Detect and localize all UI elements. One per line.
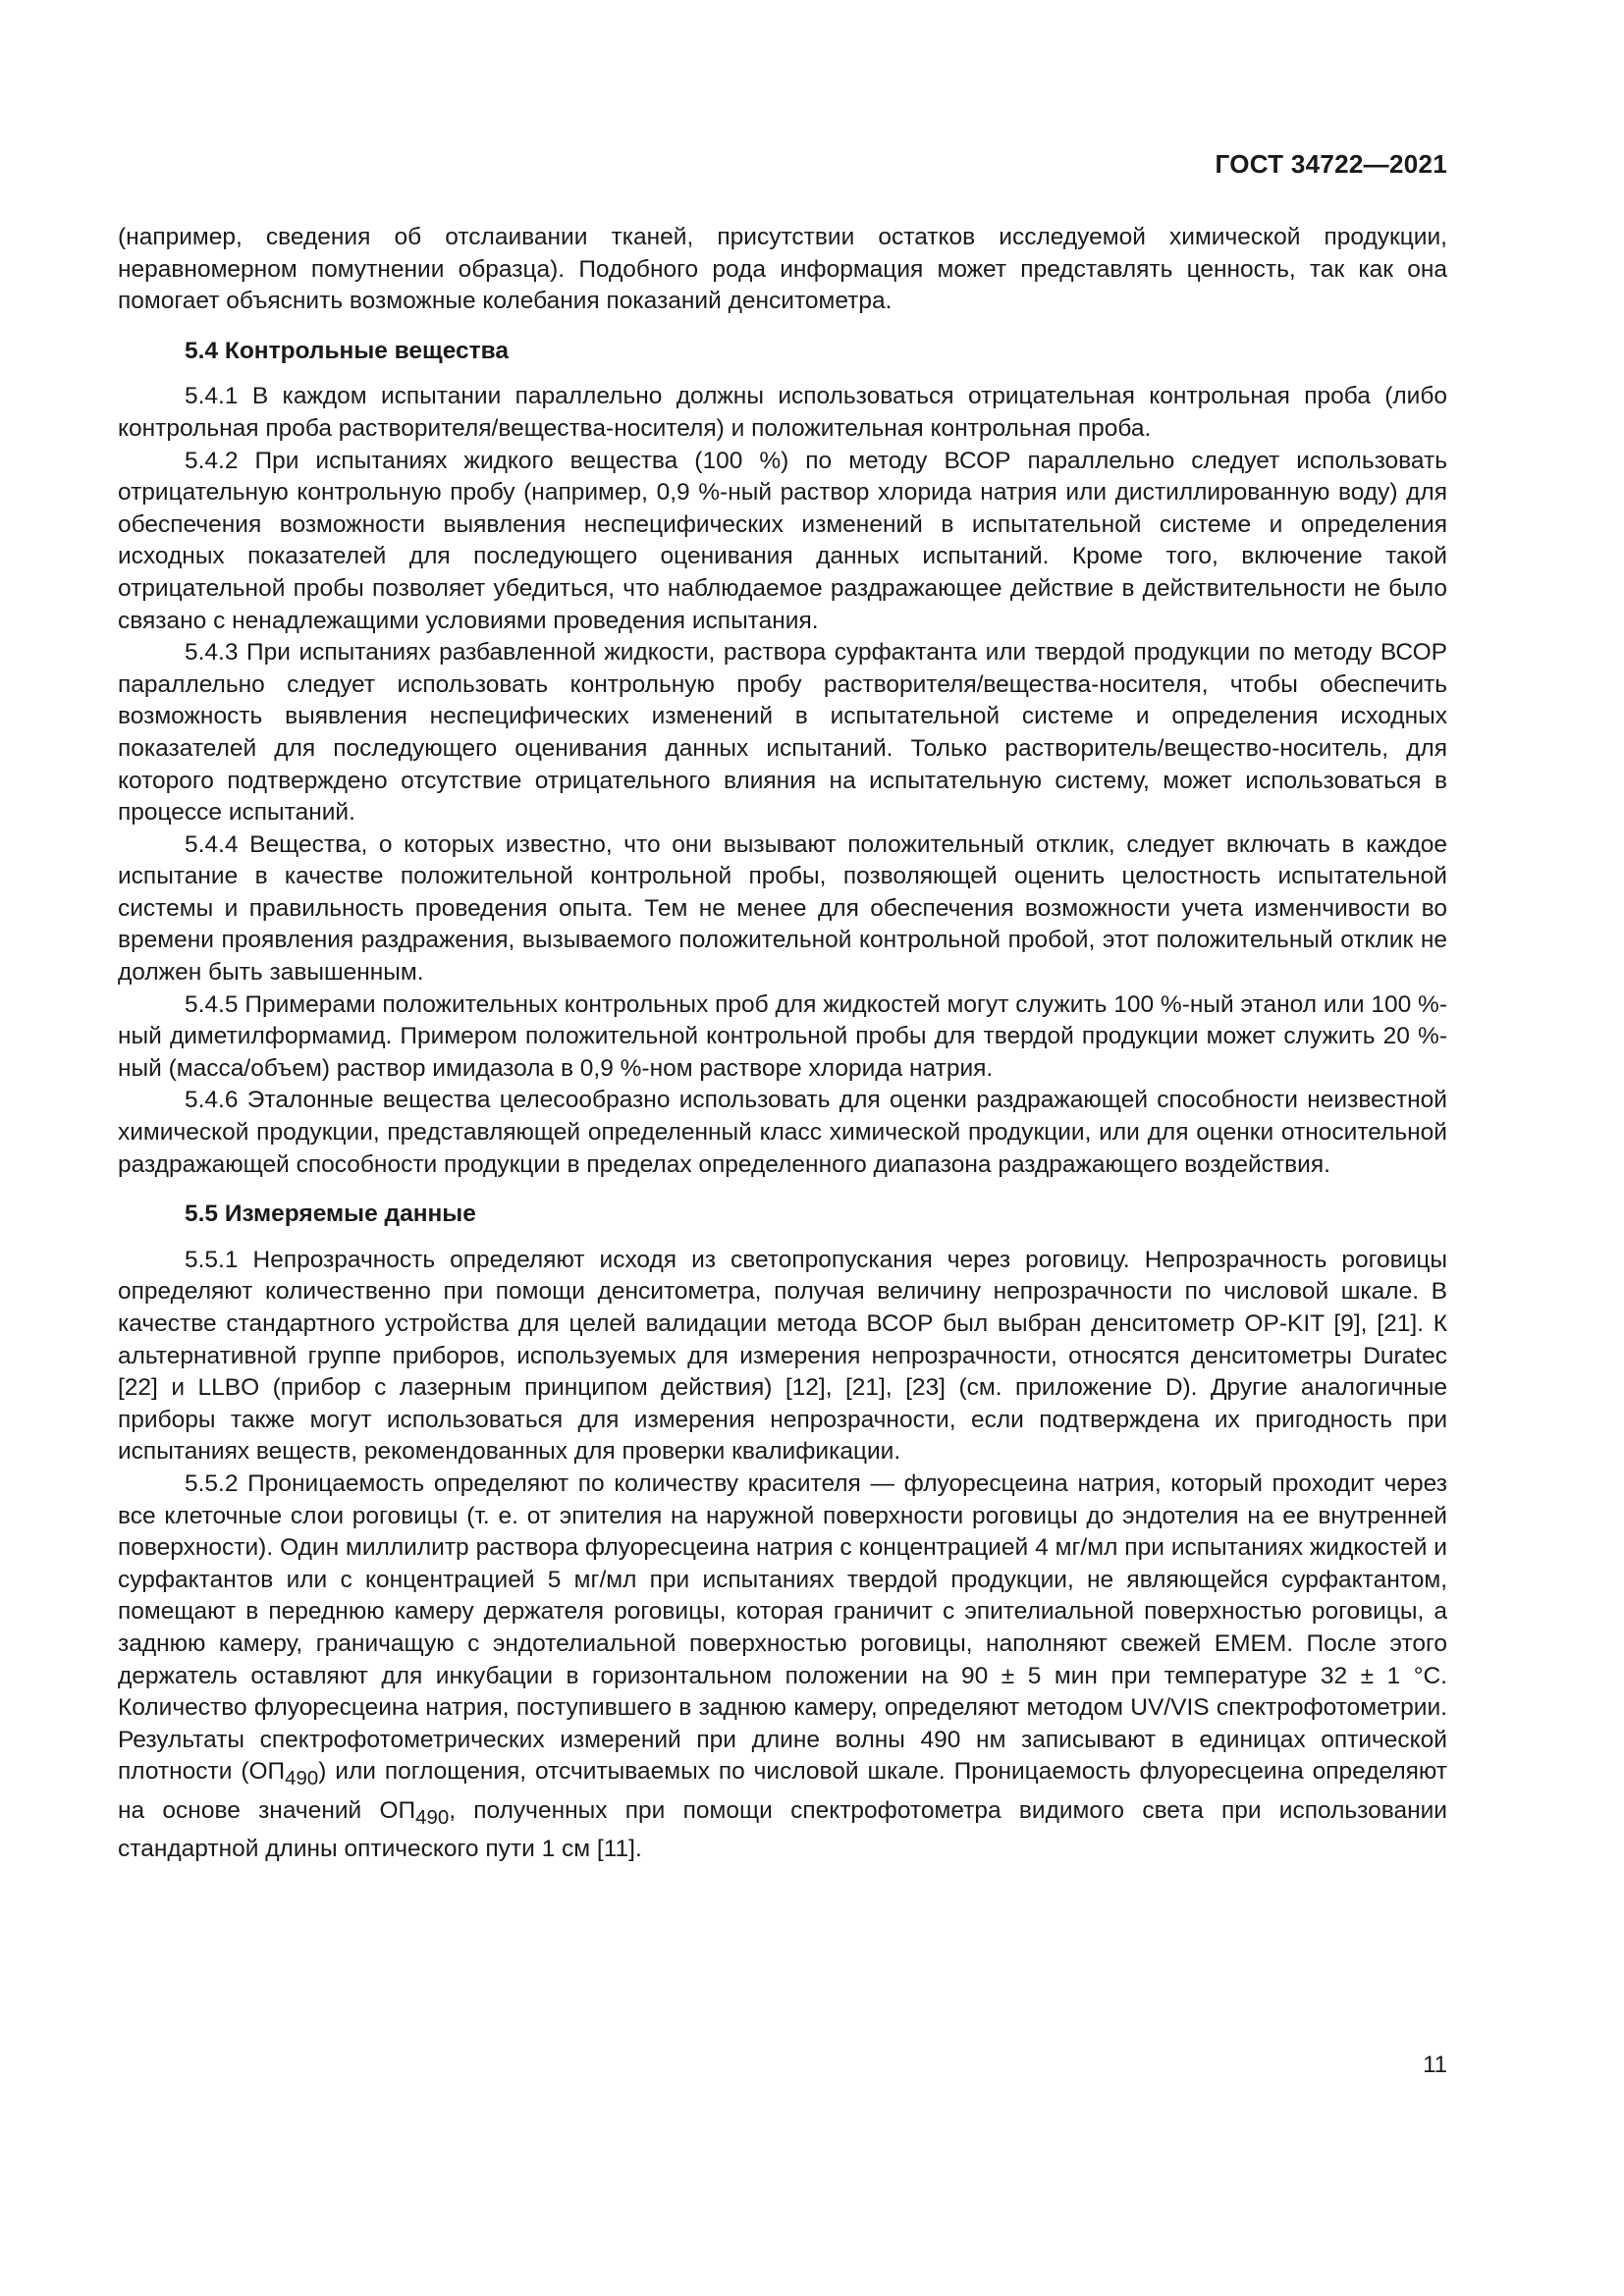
paragraph-5-5-1: 5.5.1 Непрозрачность определяют исходя из светопропускания через роговицу. Непрозрачность роговицы определяют количественно при помощи денситометра, получая величину непрозрачности по числовой шкале. В качестве стандартного устройства для целей валидации метода ВСОР был выбран денситометр OP-KIT [9], [21]. К альтернативной группе приборов, используемых для измерения непрозрачности, относятся денситометры Duratec [22] и LLBO (прибор с лазерным принципом действия) [12], [21], [23] (см. приложение D). Другие аналогичные приборы также могут использоваться для измерения непрозрачности, если подтверждена их пригодность при испытаниях веществ, рекомендованных для проверки квалификации. bbox=[118, 1246, 1447, 1466]
paragraph-5-4-2: 5.4.2 При испытаниях жидкого вещества (100 %) по методу ВСОР параллельно следует использовать отрицательную контрольную пробу (например, 0,9 %-ный раствор хлорида натрия или дистиллированную воду) для обеспечения возможности выявления неспецифических изменений в испытательной системе и определения исходных показателей для последующего оценивания данных испытаний. Кроме того, включение такой отрицательной пробы позволяет убедиться, что наблюдаемое раздражающее действие в действительности не было связано с ненадлежащими условиями проведения испытания. bbox=[118, 447, 1447, 634]
paragraph-5-5-2-text-b: ) или поглощения, отсчитываемых по числовой шкале. Проницаемость флуоресцеина определяют на основе значений ОП bbox=[118, 1758, 1447, 1824]
paragraph-5-5-2-text-c: , полученных при помощи спектрофотометра видимого света при использовании стандартной длины оптического пути 1 см [11]. bbox=[118, 1796, 1447, 1863]
page-number: 11 bbox=[1423, 2052, 1447, 2078]
document-body bbox=[118, 222, 1447, 1866]
paragraph-5-4-1: 5.4.1 В каждом испытании параллельно должны использоваться отрицательная контрольная проба (либо контрольная проба растворителя/вещества-носителя) и положительная контрольная проба. bbox=[118, 383, 1447, 442]
section-5-4-title: 5.4 Контрольные вещества bbox=[185, 337, 510, 364]
paragraph-5-4-6: 5.4.6 Эталонные вещества целесообразно использовать для оценки раздражающей способности неизвестной химической продукции, представляющей определенный класс химической продукции, или для оценки относительной раздражающей способности продукции в пределах определенного диапазона раздражающего воздействия. bbox=[118, 1087, 1447, 1178]
paragraph-5-4-5: 5.4.5 Примерами положительных контрольных проб для жидкостей могут служить 100 %-ный этанол или 100 %-ный диметилформамид. Примером положительной контрольной пробы для твердой продукции может служить 20 %-ный (масса/объем) раствор имидазола в 0,9 %-ном растворе хлорида натрия. bbox=[118, 990, 1447, 1082]
od-subscript: 490 bbox=[285, 1768, 319, 1790]
paragraph-5-4-3: 5.4.3 При испытаниях разбавленной жидкости, раствора сурфактанта или твердой продукции по методу ВСОР параллельно следует использовать контрольную пробу растворителя/вещества-носителя, чтобы обеспечить возможность выявления неспецифических изменений в испытательной системе и определения исходных показателей для последующего оценивания данных испытаний. Только растворитель/вещество-носитель, для которого подтверждено отсутствие отрицательного влияния на испытательную систему, может использоваться в процессе испытаний. bbox=[118, 639, 1447, 827]
intro-paragraph: (например, сведения об отслаивании тканей, присутствии остатков исследуемой химической продукции, неравномерном помутнении образца). Подобного рода информация может представлять ценность, так как она помогает объяснить возможные колебания показаний денситометра. bbox=[118, 224, 1447, 315]
document-code: ГОСТ 34722—2021 bbox=[1215, 149, 1447, 179]
section-5-5-title: 5.5 Измеряемые данные bbox=[185, 1201, 476, 1228]
paragraph-5-5-2-text-a: 5.5.2 Проницаемость определяют по количеству красителя — флуоресцеина натрия, который проходит через все клеточные слои роговицы (т. е. от эпителия на наружной поверхности роговицы до эндотелия на ее внутренней поверхности). Один миллилитр раствора флуоресцеина натрия с концентрацией 4 мг/мл при испытаниях жидкостей и сурфактантов или с концентрацией 5 мг/мл при испытаниях твердой продукции, не являющейся сурфактантом, помещают в переднюю камеру держателя роговицы, которая граничит с эпителиальной поверхностью роговицы, а заднюю камеру, граничащую с эндотелиальной поверхностью роговицы, наполняют свежей ЕМЕМ. После этого держатель оставляют для инкубации в горизонтальном положении на 90 ± 5 мин при температуре 32 ± 1 °С. Количество флуоресцеина натрия, поступившего в заднюю камеру, определяют методом UV/VIS спектрофотометрии. Результаты спектрофотометрических измерений при длине волны 490 нм записывают в единицах оптической плотности (ОП bbox=[118, 1469, 1447, 1786]
paragraph-5-5-2 bbox=[118, 1468, 1447, 1866]
paragraph-5-4-4: 5.4.4 Вещества, о которых известно, что они вызывают положительный отклик, следует включать в каждое испытание в качестве положительной контрольной пробы, позволяющей оценить целостность испытательной системы и правильность проведения опыта. Тем не менее для обеспечения возможности учета изменчивости во времени проявления раздражения, вызываемого положительной контрольной пробой, этот положительный отклик не должен быть завышенным. bbox=[118, 830, 1447, 987]
od-subscript: 490 bbox=[415, 1806, 450, 1829]
